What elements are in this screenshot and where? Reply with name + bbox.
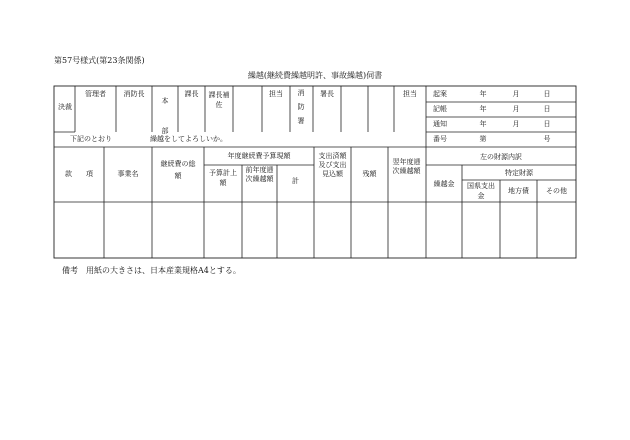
- kokuken-header: 国県支出金: [467, 182, 495, 200]
- kurikoshi-kin-header: 繰越金: [433, 180, 455, 188]
- bango-go: 号: [543, 135, 551, 143]
- yokunendo-header: 翌年度逓次繰越額: [392, 158, 421, 175]
- kian-label: 起案: [433, 90, 447, 98]
- tsuchi-year: 年: [479, 120, 487, 128]
- kicho-day: 日: [543, 105, 551, 113]
- chihosai-header: 地方債: [508, 187, 529, 195]
- tanto-label-1: 担当: [269, 90, 283, 98]
- statement-prefix: 下記のとおり: [70, 135, 112, 143]
- tanto-label-2: 担当: [403, 90, 417, 98]
- kan-ko-header: 款 項: [65, 170, 93, 178]
- sonota-header: その他: [546, 187, 567, 195]
- bango-dai: 第: [479, 135, 487, 143]
- nendo-yosan-header: 年度継続費予算現額: [227, 152, 291, 160]
- note-text: 用紙の大きさは、日本産業規格A4とする。: [86, 266, 241, 275]
- kessai-label: 決裁: [58, 103, 72, 111]
- bango-label: 番号: [433, 135, 447, 143]
- tokutei-zaigen-header: 特定財源: [505, 169, 533, 177]
- shobocho-label: 消防長: [123, 90, 145, 98]
- kian-month: 月: [512, 90, 520, 98]
- zangaku-header: 残額: [362, 170, 377, 178]
- tsuchi-day: 日: [543, 120, 551, 128]
- form-number: 第57号様式(第23条関係): [54, 56, 145, 65]
- kanrisha-label: 管理者: [85, 90, 106, 98]
- keizokuhi-sogaku-header: 継続費の総額: [160, 160, 196, 180]
- kicho-label: 記帳: [433, 105, 447, 113]
- kicho-month: 月: [512, 105, 520, 113]
- statement-request: 繰越をしてよろしいか。: [150, 135, 227, 143]
- kian-year: 年: [479, 90, 487, 98]
- kian-day: 日: [543, 90, 551, 98]
- kicho-year: 年: [479, 105, 487, 113]
- kei-header: 計: [292, 177, 299, 185]
- kacho-label: 課長: [184, 90, 199, 98]
- note-label: 備考: [62, 266, 78, 275]
- shocho-label: 署長: [320, 90, 334, 98]
- yosan-keijo-header: 予算計上額: [209, 169, 237, 187]
- zaigen-uchiwake-header: 左の財源内訳: [480, 153, 522, 161]
- tsuchi-label: 通知: [433, 120, 447, 128]
- shishutsu-header: 支出済額及び支出見込額: [318, 152, 347, 178]
- tsuchi-month: 月: [512, 120, 520, 128]
- honbu-label: 本部: [161, 97, 169, 135]
- jigyo-mei-header: 事業名: [117, 170, 139, 178]
- shobosho-label: 消防署: [297, 89, 305, 125]
- zennendo-kurikoshi-header: 前年度逓次繰越額: [245, 166, 274, 183]
- form-title: 繰越(継続費繰越明許、事故繰越)伺書: [247, 71, 383, 80]
- kacho-hosa-label: 課長補佐: [208, 91, 230, 109]
